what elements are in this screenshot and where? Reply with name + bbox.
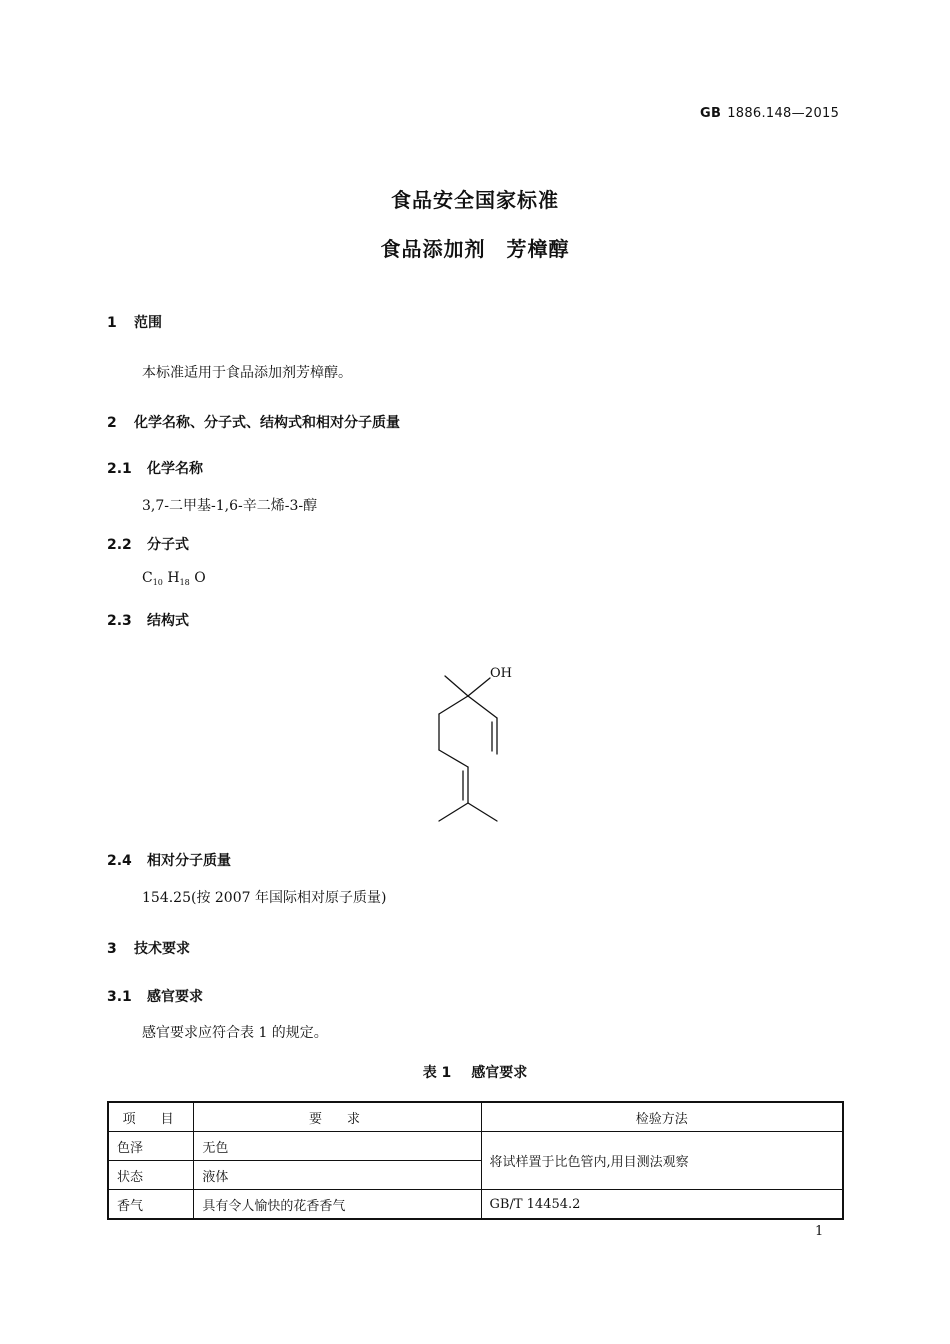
header-method: 检验方法 [481,1102,843,1132]
section-2-3-heading: 2.3 结构式 [107,613,189,629]
molecular-formula: $C_{10}$ $H_{18}$ O [142,570,206,587]
standard-number [700,106,839,121]
cell-item: 色泽 [108,1132,194,1161]
table-row [108,1190,843,1220]
table-caption: 表 1 感官要求 [422,1065,528,1081]
document-title: 食品安全国家标准 [391,188,559,212]
oh-label: OH [490,666,512,681]
molecular-weight: 154.25(按 2007 年国际相对原子质量) [142,890,387,906]
cell-requirement: 无色 [194,1132,481,1161]
cell-item: 香气 [108,1190,194,1220]
section-1-text: 本标准适用于食品添加剂芳樟醇。 [142,365,352,381]
structural-formula [430,660,530,830]
table-row [108,1132,843,1161]
section-2-4-heading: 2.4 相对分子质量 [107,853,231,869]
section-2-1-heading: 2.1 化学名称 [107,461,203,477]
bond-methyl-top [445,676,468,696]
section-2-heading: 2 化学名称、分子式、结构式和相对分子质量 [107,415,400,431]
header-requirement: 要 求 [194,1102,481,1132]
header-item: 项 目 [108,1102,194,1132]
standard-code: 1886.148—2015 [727,106,840,121]
cell-requirement: 具有令人愉快的花香香气 [194,1190,481,1220]
section-3-heading: 3 技术要求 [107,941,190,957]
bond-chain-1 [439,696,468,714]
table-header-row [108,1102,843,1132]
section-1-heading: 1 范围 [107,315,162,331]
bond-methyl-left [439,803,468,821]
standard-prefix: GB [700,106,722,121]
page-number: 1 [815,1224,824,1239]
sensory-requirements-table [107,1101,844,1220]
section-3-1-text: 感官要求应符合表 1 的规定。 [142,1025,328,1041]
bond-chain-3 [439,750,468,767]
section-3-1-heading: 3.1 感官要求 [107,989,203,1005]
section-2-2-heading: 2.2 分子式 [107,537,189,553]
cell-item: 状态 [108,1161,194,1190]
bond-c-oh [468,678,490,696]
chemical-name: 3,7-二甲基-1,6-辛二烯-3-醇 [142,498,318,514]
cell-method-merged: 将试样置于比色管内,用目测法观察 [481,1132,843,1190]
bond-vinyl-1 [468,696,497,718]
document-subtitle: 食品添加剂 芳樟醇 [380,237,570,261]
bond-methyl-right [468,803,497,821]
cell-method: GB/T 14454.2 [481,1190,843,1220]
cell-requirement: 液体 [194,1161,481,1190]
